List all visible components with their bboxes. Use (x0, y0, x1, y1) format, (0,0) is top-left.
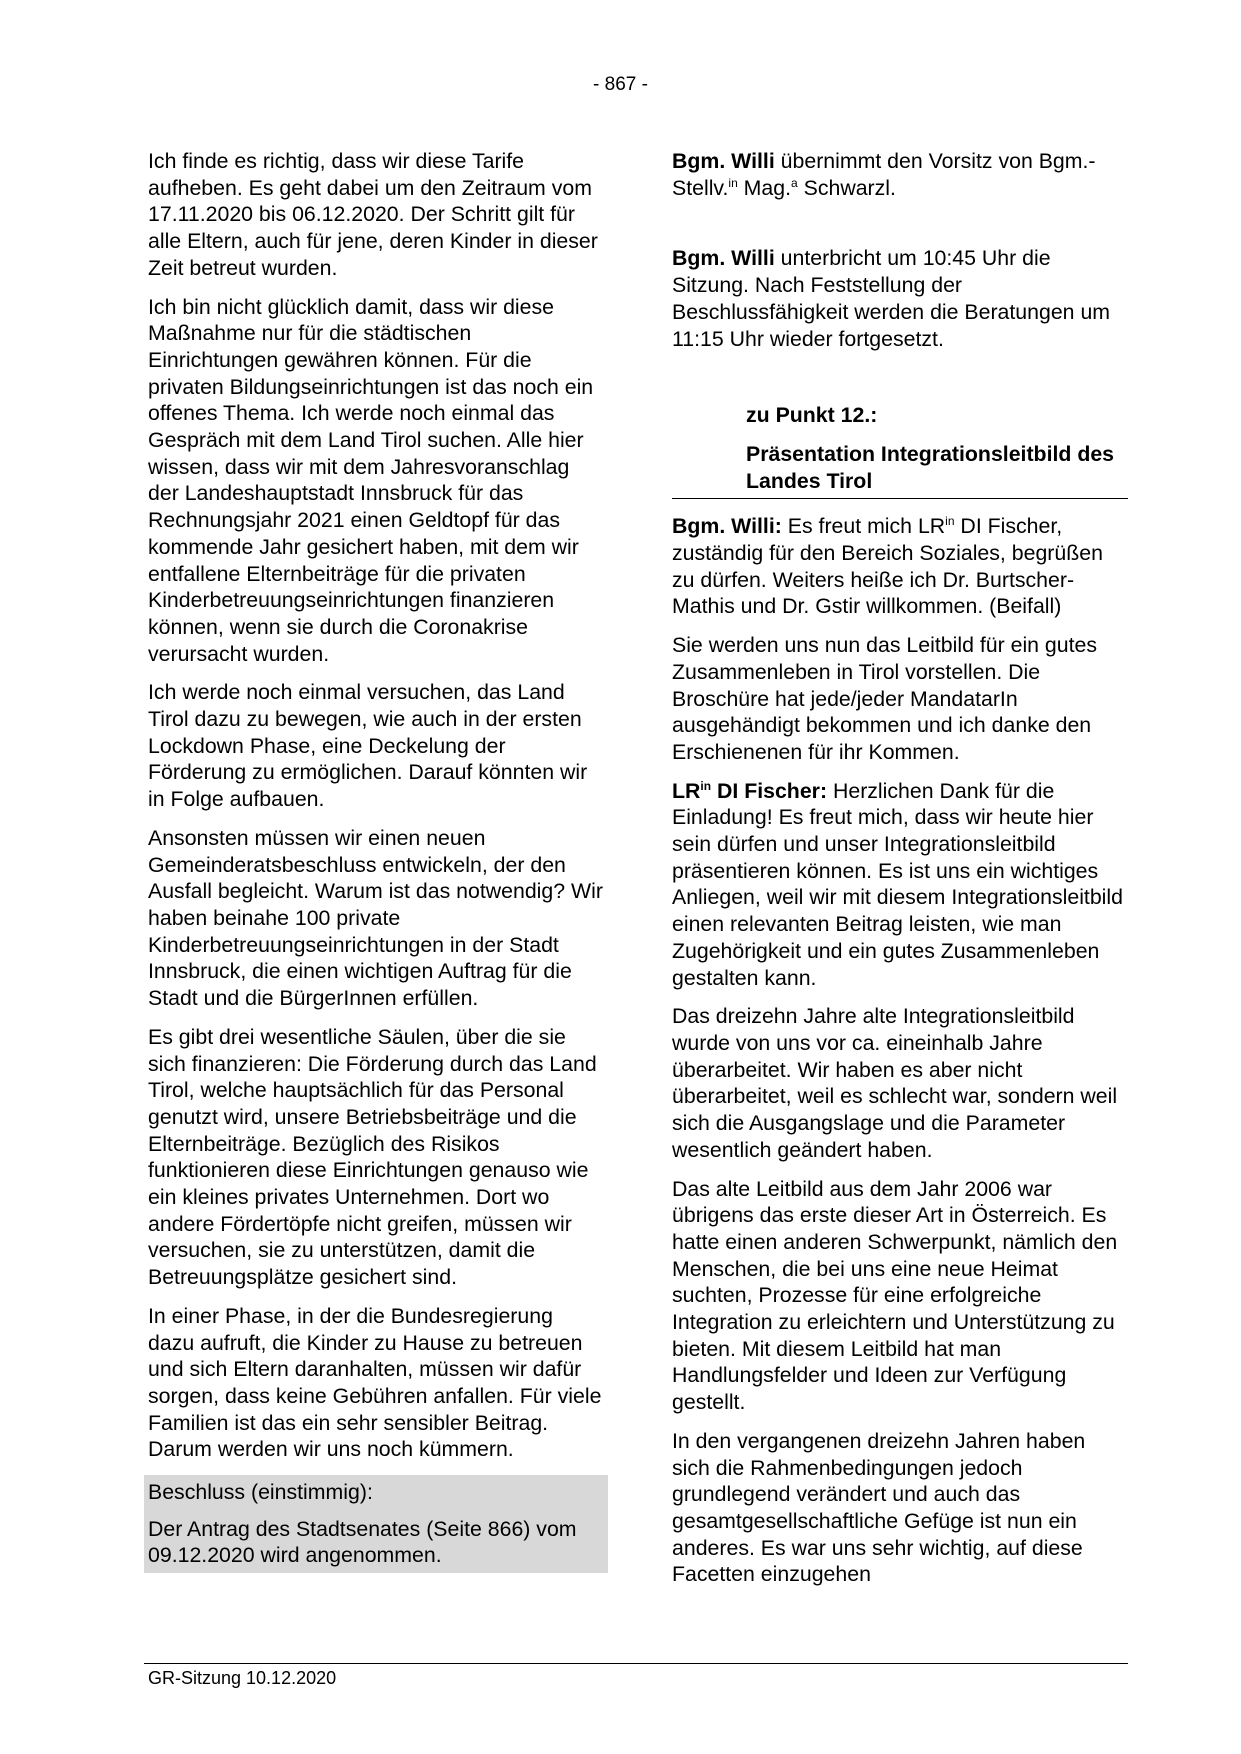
left-column (148, 148, 603, 1573)
speaker-name (672, 779, 827, 803)
resolution-heading: Beschluss (einstimmig): (148, 1480, 373, 1505)
paragraph: Ansonsten müssen wir einen neuen Gemeinderatsbeschluss entwickeln, der den Ausfall begleicht. Warum ist das notwendig? Wir haben beinahe 100 private Kinderbetreuungseinrichtungen in der Stadt Innsbruck, die einen wichtigen Auftrag für die Stadt und die BürgerInnen erfüllen. (148, 825, 603, 1011)
superscript: in (945, 514, 955, 529)
resolution-box (144, 1475, 608, 1573)
speech-fischer (672, 778, 1128, 992)
paragraph: Sie werden uns nun das Leitbild für ein gutes Zusammenleben in Tirol vorstellen. Die Broschüre hat jede/jeder MandatarIn ausgehändigt bekommen und ich danke den Erschienenen für ihr Kommen. (672, 633, 1098, 764)
paragraph: Das alte Leitbild aus dem Jahr 2006 war übrigens das erste dieser Art in Österreich. Es hatte einen anderen Schwerpunkt, nämlich den Menschen, die bei uns eine neue Heimat suchten, Prozesse für eine erfolgreiche Integration zu erleichtern und Unterstützung zu bieten. Mit diesem Leitbild hat man Handlungsfelder und Ideen zur Verfügung gestellt. (672, 1176, 1118, 1415)
superscript: in (728, 175, 738, 190)
chair-note (672, 148, 1128, 201)
text-run: Mag. (737, 175, 792, 200)
paragraph: In den vergangenen dreizehn Jahren haben sich die Rahmenbedingungen jedoch grundlegend verändert und auch das gesamtgesellschaftliche Gefüge ist nun ein anderes. Es war uns sehr wichtig, auf diese Facetten einzugehen (672, 1428, 1086, 1587)
text-run: DI Fischer: (711, 778, 828, 803)
footer-divider (144, 1663, 1128, 1664)
text-run: unterbricht um 10:45 Uhr die Sitzung. Nach Feststellung der Beschlussfähigkeit werden die Beratungen um 11:15 Uhr wieder fortgesetzt. (672, 246, 1111, 351)
text-run: DI Fischer, zuständig für den Bereich Soziales, begrüßen zu dürfen. Weiters heiße ich Dr. Burtscher-Mathis und Dr. Gstir willkommen. (Beifall) (672, 514, 1103, 619)
right-column (672, 148, 1128, 1600)
paragraph: In einer Phase, in der die Bundesregierung dazu aufruft, die Kinder zu Hause zu betreuen und sich Eltern daranhalten, müssen wir dafür sorgen, dass keine Gebühren anfallen. Für viele Familien ist das ein sehr sensibler Beitrag. Darum werden wir uns noch kümmern. (148, 1303, 602, 1462)
text-run: Es freut mich LR (781, 514, 946, 539)
spacer (672, 213, 1128, 245)
interruption-note (672, 245, 1128, 352)
text-run: Schwarzl. (797, 175, 896, 200)
agenda-divider (672, 498, 1128, 499)
page-number: - 867 - (593, 74, 648, 95)
paragraph: Ich finde es richtig, dass wir diese Tarife aufheben. Es geht dabei um den Zeitraum vom 17.11.2020 bis 06.12.2020. Der Schritt gilt für alle Eltern, auch für jene, deren Kinder in dieser Zeit betreut wurden. (148, 149, 598, 280)
speaker-name: Bgm. Willi (672, 246, 775, 271)
agenda-title: Präsentation Integrationsleitbild des Landes Tirol (746, 441, 1115, 493)
speaker-name: Bgm. Willi: (672, 514, 782, 539)
text-run: Herzlichen Dank für die Einladung! Es freut mich, dass wir heute hier sein dürfen und unser Integrationsleitbild präsentieren können. Es ist uns ein wichtiges Anliegen, weil wir mit diesem Integrationsleitbild einen relevanten Beitrag leisten, wie man Zugehörigkeit und ein gutes Zusammenleben gestalten kann. (672, 778, 1123, 990)
superscript: a (791, 175, 798, 190)
paragraph: Das dreizehn Jahre alte Integrationsleitbild wurde von uns vor ca. eineinhalb Jahre überarbeitet. Wir haben es aber nicht überarbeitet, weil es schlecht war, sondern weil sich die Ausgangslage und die Parameter wesentlich geändert haben. (672, 1004, 1118, 1162)
speech-willi (672, 513, 1128, 620)
footer-text: GR-Sitzung 10.12.2020 (148, 1668, 337, 1688)
paragraph: Es gibt drei wesentliche Säulen, über die sie sich finanzieren: Die Förderung durch das Land Tirol, welche hauptsächlich für das Personal genutzt wird, unsere Betriebsbeiträge und die Elternbeiträge. Bezüglich des Risikos funktionieren diese Einrichtungen genauso wie ein kleines privates Unternehmen. Dort wo andere Fördertöpfe nicht greifen, müssen wir versuchen, sie zu unterstützen, damit die Betreuungsplätze gesichert sind. (148, 1024, 597, 1290)
resolution-text: Der Antrag des Stadtsenates (Seite 866) vom 09.12.2020 wird angenommen. (148, 1516, 577, 1568)
speaker-name: Bgm. Willi (672, 149, 775, 173)
text-run: übernimmt den Vorsitz von Bgm.-Stellv. (672, 149, 1096, 200)
paragraph: Ich werde noch einmal versuchen, das Land Tirol dazu zu bewegen, wie auch in der ersten Lockdown Phase, eine Deckelung der Förderung zu ermöglichen. Darauf könnten wir in Folge aufbauen. (148, 680, 588, 812)
text-run: LR (672, 778, 701, 803)
superscript: in (700, 778, 712, 793)
agenda-point: zu Punkt 12.: (746, 403, 878, 428)
paragraph: Ich bin nicht glücklich damit, dass wir diese Maßnahme nur für die städtischen Einrichtungen gewähren können. Für die privaten Bildungseinrichtungen ist das noch ein offenes Thema. Ich werde noch einmal das Gespräch mit dem Land Tirol suchen. Alle hier wissen, dass wir mit dem Jahresvoranschlag der Landeshauptstadt Innsbruck für das Rechnungsjahr 2021 einen Geldtopf für das kommende Jahr gesichert haben, mit dem wir entfallene Elternbeiträge für die privaten Kinderbetreuungseinrichtungen finanzieren können, wenn sie durch die Coronakrise verursacht wurden. (148, 294, 594, 666)
spacer (672, 364, 1128, 402)
